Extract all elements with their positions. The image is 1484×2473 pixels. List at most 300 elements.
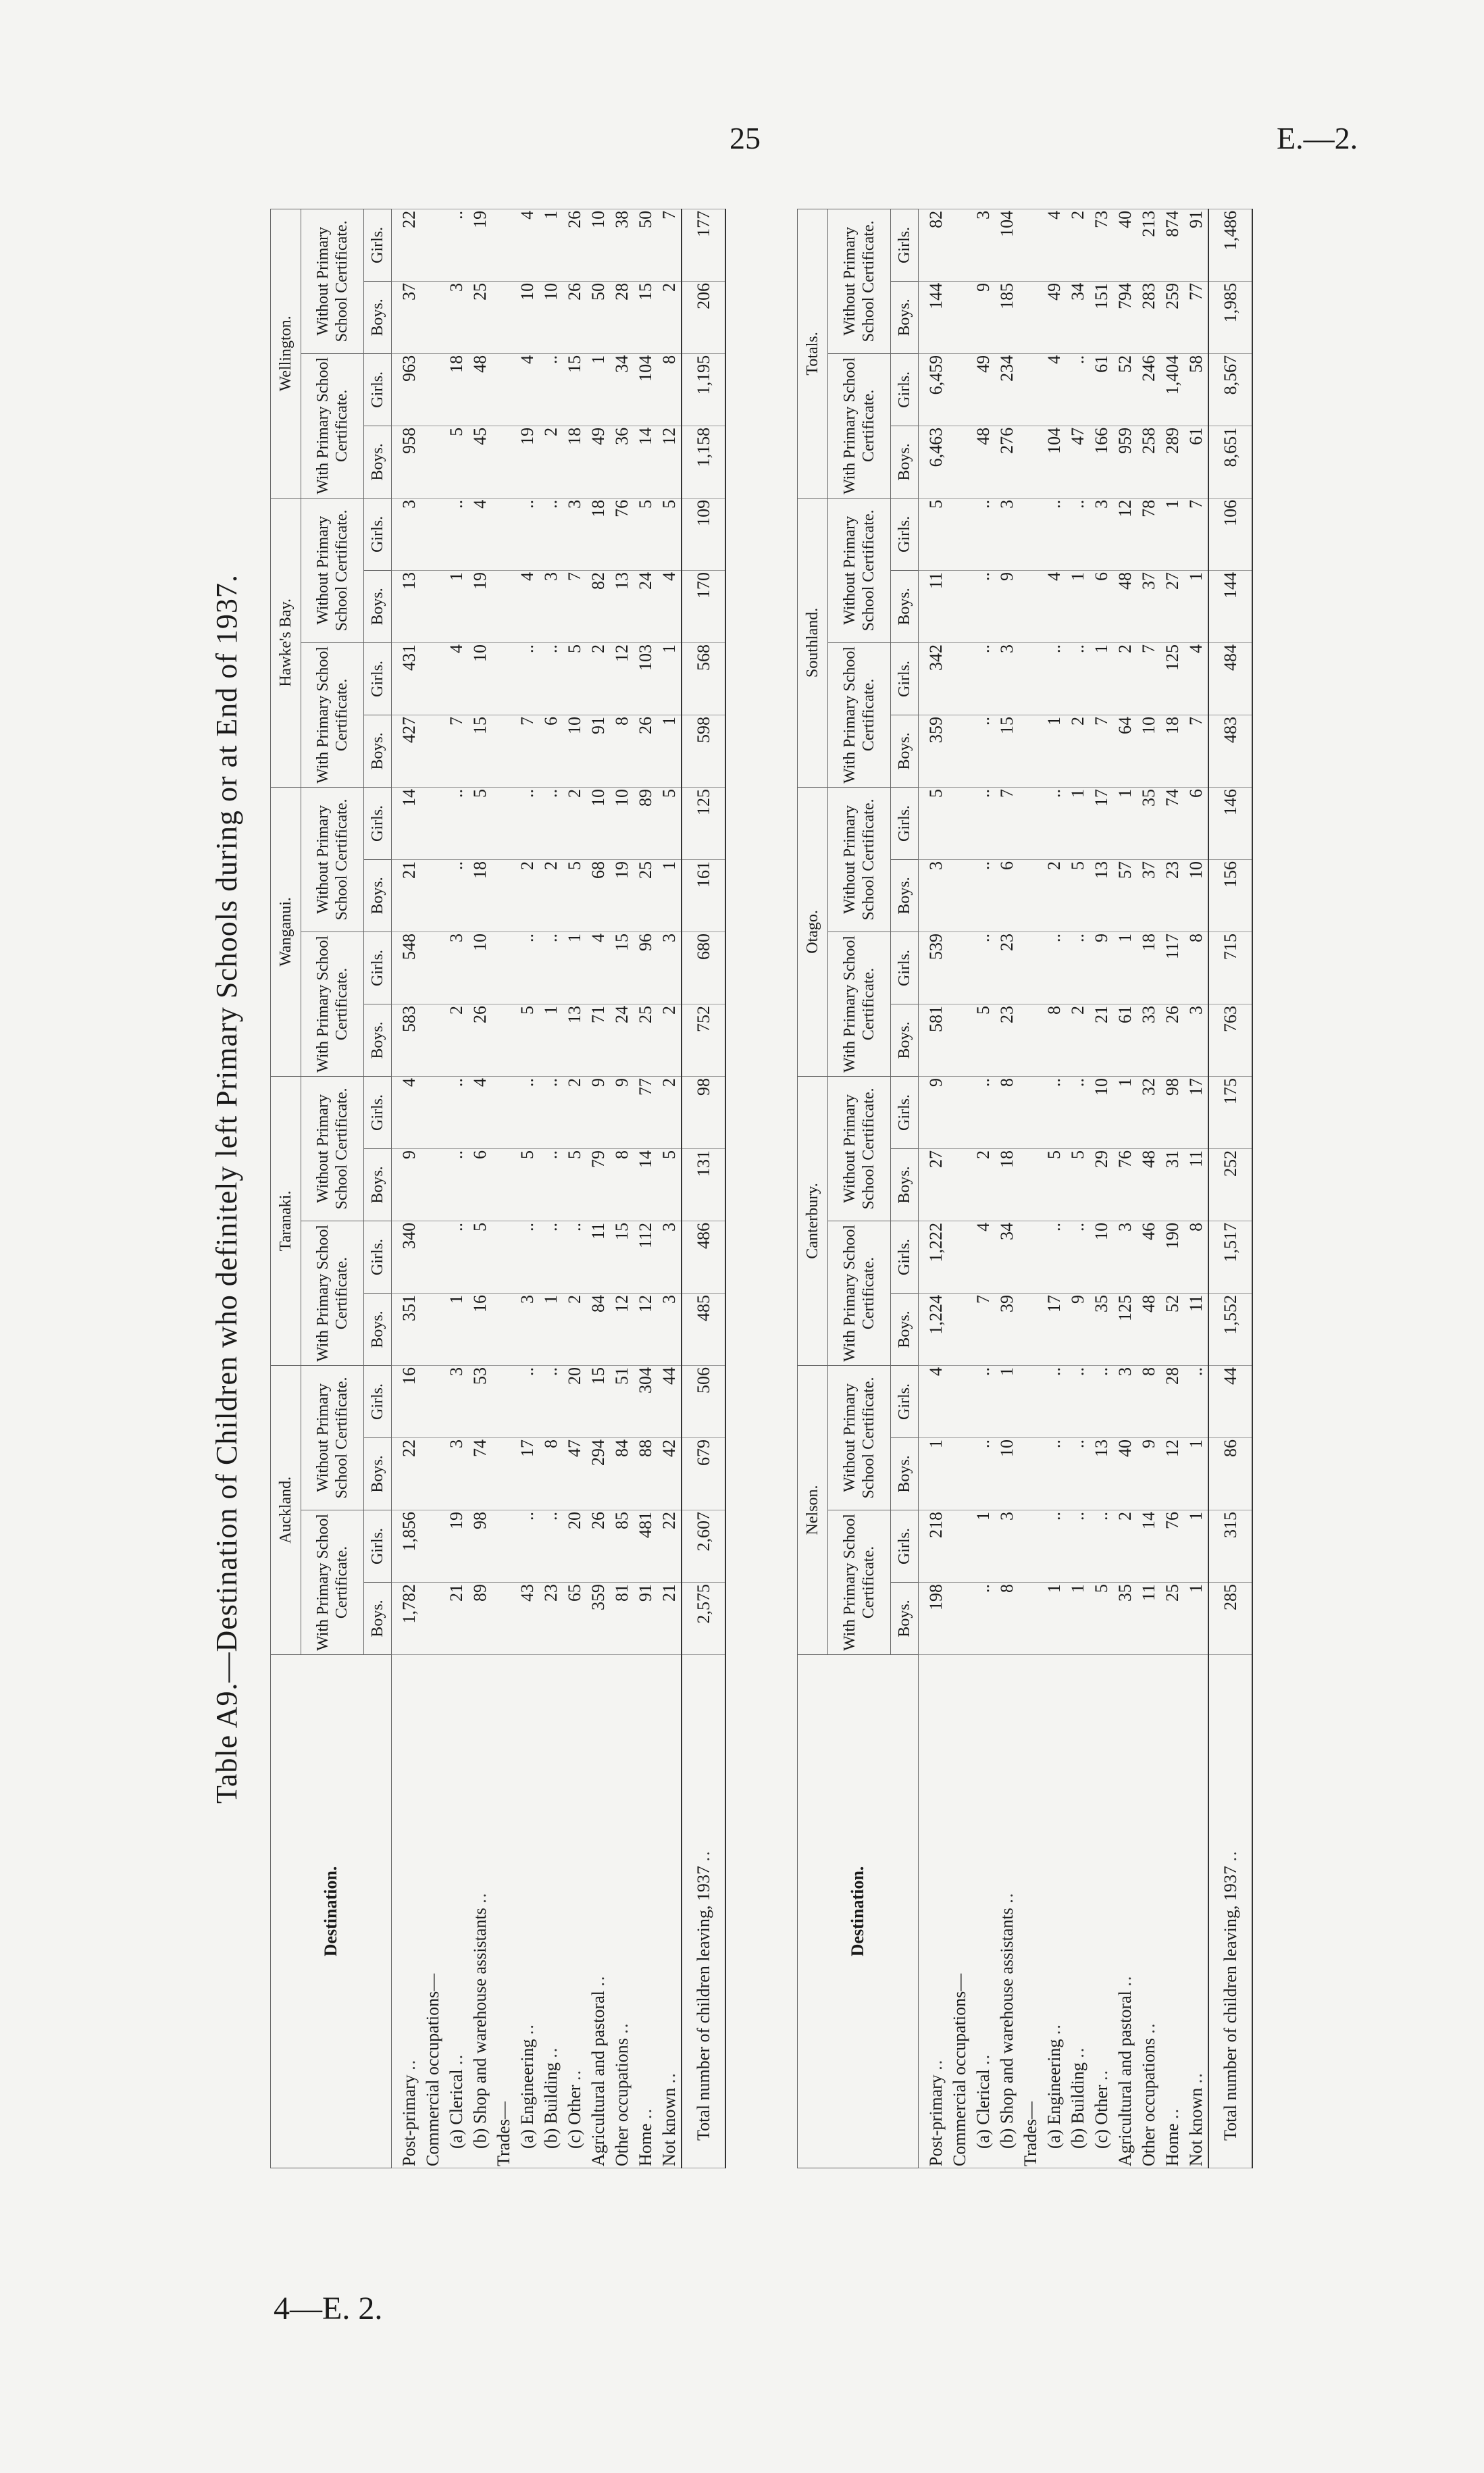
dot-leader: .. bbox=[659, 2072, 679, 2084]
value-cell: 82 bbox=[586, 570, 610, 642]
value-cell: 18 bbox=[586, 498, 610, 570]
destination-label: Post-primary bbox=[926, 2074, 946, 2166]
value-cell: 61 bbox=[1184, 426, 1208, 498]
value-cell: 170 bbox=[682, 570, 725, 642]
dot-leader: .. bbox=[694, 1850, 713, 1862]
value-cell: 13 bbox=[1090, 1438, 1113, 1510]
value-cell: 17 bbox=[1090, 787, 1113, 859]
value-cell: 22 bbox=[392, 1438, 421, 1510]
destination-cell bbox=[610, 1655, 634, 2168]
value-cell: 9 bbox=[392, 1149, 421, 1221]
boys-header: Boys. bbox=[364, 281, 392, 353]
value-cell bbox=[492, 353, 515, 426]
value-cell: 794 bbox=[1113, 281, 1137, 353]
value-cell: 539 bbox=[919, 932, 948, 1004]
value-cell: 91 bbox=[586, 715, 610, 787]
value-cell: 50 bbox=[586, 281, 610, 353]
value-cell bbox=[1019, 932, 1042, 1004]
value-cell: 25 bbox=[634, 859, 657, 932]
boys-header: Boys. bbox=[891, 426, 919, 498]
with-certificate-header: With Primary School Certificate. bbox=[301, 642, 364, 787]
value-cell: 146 bbox=[1208, 787, 1252, 859]
value-cell: 763 bbox=[1208, 1004, 1252, 1076]
value-cell: 20 bbox=[563, 1510, 586, 1583]
value-cell bbox=[492, 570, 515, 642]
value-cell: 4 bbox=[515, 209, 539, 281]
value-cell: 27 bbox=[1160, 570, 1184, 642]
value-cell: 27 bbox=[919, 1149, 948, 1221]
value-cell: 10 bbox=[1184, 859, 1208, 932]
dot-leader: .. bbox=[1186, 2072, 1206, 2084]
value-cell: 2 bbox=[971, 1149, 995, 1221]
value-cell: 15 bbox=[634, 281, 657, 353]
destination-label: (b) Shop and warehouse assistants bbox=[997, 1908, 1017, 2149]
value-cell bbox=[1019, 1438, 1042, 1510]
table-row bbox=[563, 209, 586, 2168]
value-cell: 12 bbox=[634, 1294, 657, 1366]
destination-label: (b) Building bbox=[541, 2062, 561, 2149]
value-cell: 2 bbox=[657, 1004, 682, 1076]
sheet-code: 4—E. 2. bbox=[274, 2291, 383, 2326]
value-cell: 47 bbox=[1066, 426, 1090, 498]
value-cell: 91 bbox=[634, 1583, 657, 1655]
value-cell: 5 bbox=[634, 498, 657, 570]
value-cell: .. bbox=[539, 932, 563, 1004]
value-cell bbox=[948, 1294, 971, 1366]
value-cell: 48 bbox=[1113, 570, 1137, 642]
girls-header: Girls. bbox=[364, 353, 392, 426]
destination-cell bbox=[421, 1655, 444, 2168]
value-cell: .. bbox=[515, 1366, 539, 1438]
destination-label: Trades— bbox=[494, 2101, 513, 2166]
value-cell: 4 bbox=[392, 1076, 421, 1148]
dot-leader: .. bbox=[1115, 1974, 1135, 1987]
value-cell: .. bbox=[971, 1583, 995, 1655]
destination-cell bbox=[1184, 1655, 1208, 2168]
value-cell: 52 bbox=[1113, 353, 1137, 426]
value-cell: 76 bbox=[610, 498, 634, 570]
value-cell: 4 bbox=[444, 642, 468, 715]
value-cell: 359 bbox=[586, 1583, 610, 1655]
value-cell bbox=[948, 715, 971, 787]
dot-leader: .. bbox=[399, 2058, 419, 2070]
girls-header: Girls. bbox=[364, 1366, 392, 1438]
value-cell: 98 bbox=[468, 1510, 492, 1583]
destination-cell bbox=[948, 1655, 971, 2168]
value-cell bbox=[421, 353, 444, 426]
girls-header: Girls. bbox=[891, 932, 919, 1004]
destination-label: Post-primary bbox=[399, 2074, 419, 2166]
destination-cell bbox=[492, 1655, 515, 2168]
value-cell: 294 bbox=[586, 1438, 610, 1510]
value-cell: 131 bbox=[682, 1149, 725, 1221]
with-certificate-header: With Primary School Certificate. bbox=[828, 353, 891, 498]
boys-header: Boys. bbox=[364, 570, 392, 642]
destination-table-1 bbox=[270, 209, 726, 2168]
value-cell: 71 bbox=[586, 1004, 610, 1076]
without-certificate-header: Without Primary School Certificate. bbox=[828, 787, 891, 932]
value-cell bbox=[948, 1583, 971, 1655]
value-cell: 5 bbox=[657, 787, 682, 859]
value-cell: 1 bbox=[1066, 1583, 1090, 1655]
value-cell: 3 bbox=[1090, 498, 1113, 570]
value-cell: .. bbox=[444, 1149, 468, 1221]
value-cell: 963 bbox=[392, 353, 421, 426]
girls-header: Girls. bbox=[891, 1076, 919, 1148]
value-cell: 57 bbox=[1113, 859, 1137, 932]
with-certificate-header: With Primary School Certificate. bbox=[301, 353, 364, 498]
value-cell: .. bbox=[539, 498, 563, 570]
value-cell: 18 bbox=[1160, 715, 1184, 787]
value-cell: 28 bbox=[610, 281, 634, 353]
destination-cell bbox=[919, 1655, 948, 2168]
boys-header: Boys. bbox=[891, 715, 919, 787]
dot-leader: .. bbox=[1068, 2046, 1088, 2058]
value-cell: 1 bbox=[1184, 570, 1208, 642]
value-cell bbox=[1019, 281, 1042, 353]
table-row bbox=[1137, 209, 1160, 2168]
value-cell bbox=[1019, 426, 1042, 498]
value-cell: 6 bbox=[468, 1149, 492, 1221]
destination-label: (a) Engineering bbox=[1044, 2039, 1064, 2149]
value-cell: 10 bbox=[610, 787, 634, 859]
value-cell: 289 bbox=[1160, 426, 1184, 498]
value-cell bbox=[1019, 1004, 1042, 1076]
value-cell: 342 bbox=[919, 642, 948, 715]
destination-cell bbox=[971, 1655, 995, 2168]
girls-header: Girls. bbox=[891, 209, 919, 281]
value-cell: 7 bbox=[1184, 498, 1208, 570]
value-cell: 206 bbox=[682, 281, 725, 353]
value-cell: 3 bbox=[995, 1510, 1019, 1583]
value-cell: 2 bbox=[1066, 1004, 1090, 1076]
value-cell: .. bbox=[971, 498, 995, 570]
value-cell: 6 bbox=[539, 715, 563, 787]
value-cell bbox=[421, 859, 444, 932]
value-cell: 4 bbox=[1042, 570, 1066, 642]
value-cell: 26 bbox=[563, 209, 586, 281]
value-cell bbox=[492, 1221, 515, 1294]
boys-header: Boys. bbox=[891, 570, 919, 642]
value-cell: .. bbox=[971, 642, 995, 715]
value-cell: 4 bbox=[919, 1366, 948, 1438]
value-cell: 37 bbox=[392, 281, 421, 353]
value-cell: 35 bbox=[1090, 1294, 1113, 1366]
value-cell: 43 bbox=[515, 1583, 539, 1655]
value-cell: 1,158 bbox=[682, 426, 725, 498]
value-cell: 53 bbox=[468, 1366, 492, 1438]
table-row bbox=[919, 209, 948, 2168]
value-cell bbox=[492, 715, 515, 787]
girls-header: Girls. bbox=[364, 498, 392, 570]
value-cell bbox=[421, 1366, 444, 1438]
value-cell: .. bbox=[1066, 353, 1090, 426]
dot-leader: .. bbox=[446, 2053, 466, 2065]
destination-cell bbox=[682, 1655, 725, 2168]
with-certificate-header: With Primary School Certificate. bbox=[301, 1221, 364, 1366]
value-cell: 24 bbox=[634, 570, 657, 642]
value-cell: 91 bbox=[1184, 209, 1208, 281]
value-cell: 958 bbox=[392, 426, 421, 498]
value-cell bbox=[421, 715, 444, 787]
value-cell bbox=[492, 209, 515, 281]
value-cell: 86 bbox=[1208, 1438, 1252, 1510]
value-cell: 5 bbox=[657, 498, 682, 570]
value-cell: 3 bbox=[563, 498, 586, 570]
destination-cell bbox=[1208, 1655, 1252, 2168]
with-certificate-header: With Primary School Certificate. bbox=[828, 1510, 891, 1655]
value-cell: 84 bbox=[610, 1438, 634, 1510]
value-cell: 81 bbox=[610, 1583, 634, 1655]
value-cell: 431 bbox=[392, 642, 421, 715]
value-cell: 5 bbox=[563, 1149, 586, 1221]
value-cell: 103 bbox=[634, 642, 657, 715]
value-cell: 484 bbox=[1208, 642, 1252, 715]
value-cell bbox=[492, 1510, 515, 1583]
destination-label: (a) Clerical bbox=[446, 2069, 466, 2149]
value-cell: 9 bbox=[1066, 1294, 1090, 1366]
destination-table-2 bbox=[797, 209, 1253, 2168]
value-cell: 38 bbox=[610, 209, 634, 281]
table-row bbox=[1019, 209, 1042, 2168]
value-cell: 252 bbox=[1208, 1149, 1252, 1221]
value-cell: 177 bbox=[682, 209, 725, 281]
value-cell: 7 bbox=[1184, 715, 1208, 787]
value-cell: 12 bbox=[610, 642, 634, 715]
boys-header: Boys. bbox=[364, 1583, 392, 1655]
value-cell: 1 bbox=[1160, 498, 1184, 570]
value-cell: 45 bbox=[468, 426, 492, 498]
region-header: Nelson. bbox=[798, 1366, 828, 1655]
value-cell: 2 bbox=[1066, 715, 1090, 787]
destination-label: Total number of children leaving, 1937 bbox=[1221, 1866, 1240, 2141]
value-cell bbox=[1019, 498, 1042, 570]
value-cell: 1 bbox=[444, 570, 468, 642]
value-cell: 18 bbox=[444, 353, 468, 426]
value-cell: 23 bbox=[995, 1004, 1019, 1076]
value-cell: 9 bbox=[610, 1076, 634, 1148]
value-cell: 14 bbox=[634, 1149, 657, 1221]
value-cell: .. bbox=[1066, 1221, 1090, 1294]
table-row bbox=[657, 209, 682, 2168]
value-cell: 427 bbox=[392, 715, 421, 787]
value-cell: .. bbox=[444, 1076, 468, 1148]
value-cell: 13 bbox=[563, 1004, 586, 1076]
value-cell bbox=[1019, 859, 1042, 932]
value-cell: 82 bbox=[919, 209, 948, 281]
value-cell: 88 bbox=[634, 1438, 657, 1510]
destination-label: Agricultural and pastoral bbox=[588, 1991, 608, 2166]
value-cell bbox=[492, 1149, 515, 1221]
value-cell: .. bbox=[515, 642, 539, 715]
value-cell: 1,224 bbox=[919, 1294, 948, 1366]
value-cell: 144 bbox=[919, 281, 948, 353]
value-cell bbox=[492, 787, 515, 859]
destination-label: Commercial occupations— bbox=[950, 1973, 969, 2166]
region-header: Wanganui. bbox=[271, 787, 301, 1076]
value-cell bbox=[1019, 1149, 1042, 1221]
value-cell: 9 bbox=[586, 1076, 610, 1148]
destination-cell bbox=[563, 1655, 586, 2168]
value-cell bbox=[1019, 1366, 1042, 1438]
value-cell: 21 bbox=[657, 1583, 682, 1655]
value-cell bbox=[492, 1583, 515, 1655]
value-cell: 4 bbox=[971, 1221, 995, 1294]
value-cell: 89 bbox=[468, 1583, 492, 1655]
value-cell bbox=[421, 787, 444, 859]
value-cell: 19 bbox=[515, 426, 539, 498]
value-cell: 2 bbox=[563, 1294, 586, 1366]
value-cell: 14 bbox=[392, 787, 421, 859]
value-cell bbox=[1019, 642, 1042, 715]
value-cell: 77 bbox=[1184, 281, 1208, 353]
value-cell: 7 bbox=[515, 715, 539, 787]
value-cell: 12 bbox=[610, 1294, 634, 1366]
value-cell: 2 bbox=[444, 1004, 468, 1076]
value-cell: 2,607 bbox=[682, 1510, 725, 1583]
value-cell: 7 bbox=[563, 570, 586, 642]
value-cell: 49 bbox=[971, 353, 995, 426]
value-cell: 5 bbox=[971, 1004, 995, 1076]
destination-cell bbox=[1160, 1655, 1184, 2168]
value-cell: 18 bbox=[1137, 932, 1160, 1004]
destination-cell bbox=[657, 1655, 682, 2168]
value-cell: 246 bbox=[1137, 353, 1160, 426]
value-cell: 2 bbox=[657, 281, 682, 353]
value-cell: 3 bbox=[995, 498, 1019, 570]
value-cell: 7 bbox=[657, 209, 682, 281]
value-cell: .. bbox=[1066, 1366, 1090, 1438]
with-certificate-header: With Primary School Certificate. bbox=[828, 932, 891, 1076]
value-cell: 25 bbox=[468, 281, 492, 353]
value-cell: 76 bbox=[1160, 1510, 1184, 1583]
value-cell: 10 bbox=[539, 281, 563, 353]
value-cell: .. bbox=[1066, 932, 1090, 1004]
value-cell: .. bbox=[1066, 642, 1090, 715]
boys-header: Boys. bbox=[364, 859, 392, 932]
value-cell: 7 bbox=[971, 1294, 995, 1366]
value-cell bbox=[1019, 1221, 1042, 1294]
value-cell: 73 bbox=[1090, 209, 1113, 281]
value-cell: 18 bbox=[995, 1149, 1019, 1221]
value-cell bbox=[948, 642, 971, 715]
boys-header: Boys. bbox=[891, 281, 919, 353]
value-cell: 12 bbox=[1113, 498, 1137, 570]
value-cell: 3 bbox=[657, 1294, 682, 1366]
destination-label: Not known bbox=[659, 2087, 679, 2166]
value-cell: 10 bbox=[1090, 1221, 1113, 1294]
value-cell: 117 bbox=[1160, 932, 1184, 1004]
value-cell: 12 bbox=[657, 426, 682, 498]
value-cell: .. bbox=[1042, 1076, 1066, 1148]
value-cell: 13 bbox=[610, 570, 634, 642]
value-cell: 50 bbox=[634, 209, 657, 281]
value-cell: 1 bbox=[1090, 642, 1113, 715]
value-cell: 15 bbox=[995, 715, 1019, 787]
value-cell: 6 bbox=[1090, 570, 1113, 642]
boys-header: Boys. bbox=[364, 426, 392, 498]
value-cell: 1,782 bbox=[392, 1583, 421, 1655]
value-cell: 89 bbox=[634, 787, 657, 859]
value-cell bbox=[492, 498, 515, 570]
dot-leader: .. bbox=[1092, 2068, 1111, 2081]
value-cell: 4 bbox=[1042, 209, 1066, 281]
value-cell: 35 bbox=[1137, 787, 1160, 859]
destination-label: Commercial occupations— bbox=[423, 1973, 442, 2166]
value-cell: 1 bbox=[657, 715, 682, 787]
value-cell: 25 bbox=[634, 1004, 657, 1076]
dot-leader: .. bbox=[588, 1974, 608, 1987]
value-cell bbox=[948, 1076, 971, 1148]
value-cell: 1 bbox=[539, 1294, 563, 1366]
value-cell: 144 bbox=[1208, 570, 1252, 642]
value-cell bbox=[421, 1583, 444, 1655]
destination-cell bbox=[1090, 1655, 1113, 2168]
table-row bbox=[444, 209, 468, 2168]
value-cell: 23 bbox=[539, 1583, 563, 1655]
value-cell: 218 bbox=[919, 1510, 948, 1583]
value-cell: 2 bbox=[563, 1076, 586, 1148]
value-cell: 3 bbox=[1184, 1004, 1208, 1076]
value-cell: 340 bbox=[392, 1221, 421, 1294]
value-cell: 1 bbox=[1042, 715, 1066, 787]
value-cell: 18 bbox=[468, 859, 492, 932]
region-header: Canterbury. bbox=[798, 1076, 828, 1365]
value-cell: 1 bbox=[586, 353, 610, 426]
dot-leader: .. bbox=[612, 2022, 632, 2034]
value-cell bbox=[1019, 1076, 1042, 1148]
value-cell: 1 bbox=[1184, 1510, 1208, 1583]
value-cell bbox=[492, 1438, 515, 1510]
dot-leader: .. bbox=[997, 1891, 1017, 1904]
table-row bbox=[682, 209, 725, 2168]
value-cell: 3 bbox=[971, 209, 995, 281]
value-cell: 5 bbox=[919, 498, 948, 570]
value-cell: 14 bbox=[1137, 1510, 1160, 1583]
value-cell: 166 bbox=[1090, 426, 1113, 498]
value-cell: 84 bbox=[586, 1294, 610, 1366]
value-cell: 48 bbox=[1137, 1294, 1160, 1366]
value-cell: 48 bbox=[971, 426, 995, 498]
value-cell: 2 bbox=[1042, 859, 1066, 932]
value-cell: 61 bbox=[1113, 1004, 1137, 1076]
value-cell: 3 bbox=[444, 281, 468, 353]
destination-label: Agricultural and pastoral bbox=[1115, 1991, 1135, 2166]
value-cell: 9 bbox=[1090, 932, 1113, 1004]
value-cell: 5 bbox=[1066, 859, 1090, 932]
value-cell: 959 bbox=[1113, 426, 1137, 498]
value-cell: .. bbox=[1042, 1438, 1066, 1510]
value-cell: 5 bbox=[444, 426, 468, 498]
value-cell: 13 bbox=[1090, 859, 1113, 932]
value-cell: 6,459 bbox=[919, 353, 948, 426]
value-cell: 21 bbox=[444, 1583, 468, 1655]
value-cell: 506 bbox=[682, 1366, 725, 1438]
value-cell: 483 bbox=[1208, 715, 1252, 787]
value-cell: .. bbox=[444, 1221, 468, 1294]
value-cell: .. bbox=[971, 1076, 995, 1148]
value-cell: 98 bbox=[1160, 1076, 1184, 1148]
value-cell: 5 bbox=[515, 1004, 539, 1076]
value-cell: 1,552 bbox=[1208, 1294, 1252, 1366]
value-cell bbox=[492, 1294, 515, 1366]
value-cell: 5 bbox=[468, 787, 492, 859]
value-cell: .. bbox=[1090, 1366, 1113, 1438]
value-cell: 10 bbox=[563, 715, 586, 787]
value-cell bbox=[948, 787, 971, 859]
value-cell: 40 bbox=[1113, 1438, 1137, 1510]
value-cell: 3 bbox=[539, 570, 563, 642]
